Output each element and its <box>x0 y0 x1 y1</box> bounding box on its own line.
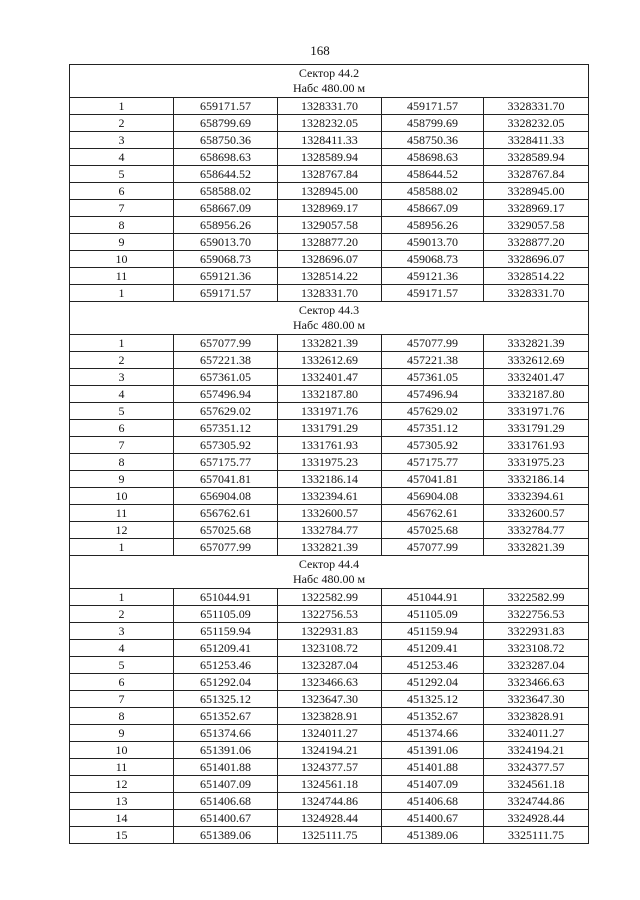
x-coordinate-cell: 657305.92 <box>174 437 278 454</box>
table-row <box>70 793 589 810</box>
y2-coordinate-cell: 3328331.70 <box>484 98 589 115</box>
x-coordinate-cell: 657221.38 <box>174 352 278 369</box>
point-number-cell: 14 <box>70 810 174 827</box>
point-number-cell: 5 <box>70 166 174 183</box>
sector-header <box>70 65 589 98</box>
point-number-cell: 6 <box>70 183 174 200</box>
x-coordinate-cell: 657361.05 <box>174 369 278 386</box>
x2-coordinate-cell: 457077.99 <box>382 335 484 352</box>
table-row <box>70 657 589 674</box>
y-coordinate-cell: 1328969.17 <box>278 200 382 217</box>
x-coordinate-cell: 658956.26 <box>174 217 278 234</box>
y2-coordinate-cell: 3331975.23 <box>484 454 589 471</box>
point-number-cell: 7 <box>70 200 174 217</box>
x-coordinate-cell: 656762.61 <box>174 505 278 522</box>
table-row <box>70 149 589 166</box>
point-number-cell: 9 <box>70 471 174 488</box>
y-coordinate-cell: 1328696.07 <box>278 251 382 268</box>
y-coordinate-cell: 1328514.22 <box>278 268 382 285</box>
y-coordinate-cell: 1324011.27 <box>278 725 382 742</box>
table-row <box>70 776 589 793</box>
x2-coordinate-cell: 451159.94 <box>382 623 484 640</box>
y-coordinate-cell: 1328232.05 <box>278 115 382 132</box>
y-coordinate-cell: 1328767.84 <box>278 166 382 183</box>
table-row <box>70 827 589 844</box>
point-number-cell: 11 <box>70 505 174 522</box>
table-row <box>70 488 589 505</box>
x2-coordinate-cell: 456762.61 <box>382 505 484 522</box>
y2-coordinate-cell: 3322931.83 <box>484 623 589 640</box>
table-row <box>70 285 589 302</box>
y-coordinate-cell: 1323828.91 <box>278 708 382 725</box>
x2-coordinate-cell: 458750.36 <box>382 132 484 149</box>
point-number-cell: 7 <box>70 691 174 708</box>
point-number-cell: 9 <box>70 234 174 251</box>
y-coordinate-cell: 1324928.44 <box>278 810 382 827</box>
point-number-cell: 8 <box>70 217 174 234</box>
y2-coordinate-cell: 3332821.39 <box>484 335 589 352</box>
x-coordinate-cell: 651325.12 <box>174 691 278 708</box>
point-number-cell: 1 <box>70 285 174 302</box>
y2-coordinate-cell: 3328969.17 <box>484 200 589 217</box>
point-number-cell: 5 <box>70 657 174 674</box>
table-row <box>70 386 589 403</box>
x-coordinate-cell: 658588.02 <box>174 183 278 200</box>
point-number-cell: 1 <box>70 98 174 115</box>
y2-coordinate-cell: 3322756.53 <box>484 606 589 623</box>
point-number-cell: 1 <box>70 335 174 352</box>
x-coordinate-cell: 658644.52 <box>174 166 278 183</box>
table-row <box>70 369 589 386</box>
x-coordinate-cell: 657175.77 <box>174 454 278 471</box>
point-number-cell: 8 <box>70 454 174 471</box>
y2-coordinate-cell: 3324744.86 <box>484 793 589 810</box>
y2-coordinate-cell: 3323466.63 <box>484 674 589 691</box>
x2-coordinate-cell: 458588.02 <box>382 183 484 200</box>
y-coordinate-cell: 1332821.39 <box>278 539 382 556</box>
y-coordinate-cell: 1328331.70 <box>278 98 382 115</box>
x-coordinate-cell: 659121.36 <box>174 268 278 285</box>
table-row <box>70 115 589 132</box>
x-coordinate-cell: 658667.09 <box>174 200 278 217</box>
y2-coordinate-cell: 3332186.14 <box>484 471 589 488</box>
x2-coordinate-cell: 457041.81 <box>382 471 484 488</box>
x2-coordinate-cell: 459068.73 <box>382 251 484 268</box>
y-coordinate-cell: 1324561.18 <box>278 776 382 793</box>
x-coordinate-cell: 651352.67 <box>174 708 278 725</box>
table-row <box>70 810 589 827</box>
x2-coordinate-cell: 458644.52 <box>382 166 484 183</box>
point-number-cell: 3 <box>70 369 174 386</box>
y2-coordinate-cell: 3328945.00 <box>484 183 589 200</box>
x-coordinate-cell: 657041.81 <box>174 471 278 488</box>
x2-coordinate-cell: 458956.26 <box>382 217 484 234</box>
y-coordinate-cell: 1324744.86 <box>278 793 382 810</box>
point-number-cell: 6 <box>70 420 174 437</box>
point-number-cell: 4 <box>70 386 174 403</box>
y2-coordinate-cell: 3329057.58 <box>484 217 589 234</box>
point-number-cell: 10 <box>70 488 174 505</box>
x2-coordinate-cell: 457496.94 <box>382 386 484 403</box>
table-row <box>70 640 589 657</box>
y-coordinate-cell: 1332401.47 <box>278 369 382 386</box>
point-number-cell: 12 <box>70 522 174 539</box>
x-coordinate-cell: 657496.94 <box>174 386 278 403</box>
table-row <box>70 403 589 420</box>
x2-coordinate-cell: 459171.57 <box>382 285 484 302</box>
x-coordinate-cell: 657351.12 <box>174 420 278 437</box>
y-coordinate-cell: 1323287.04 <box>278 657 382 674</box>
y2-coordinate-cell: 3331791.29 <box>484 420 589 437</box>
x2-coordinate-cell: 451209.41 <box>382 640 484 657</box>
y-coordinate-cell: 1331975.23 <box>278 454 382 471</box>
y-coordinate-cell: 1328589.94 <box>278 149 382 166</box>
x2-coordinate-cell: 458667.09 <box>382 200 484 217</box>
x-coordinate-cell: 659013.70 <box>174 234 278 251</box>
point-number-cell: 2 <box>70 606 174 623</box>
x-coordinate-cell: 657025.68 <box>174 522 278 539</box>
x2-coordinate-cell: 451374.66 <box>382 725 484 742</box>
point-number-cell: 1 <box>70 589 174 606</box>
y2-coordinate-cell: 3328696.07 <box>484 251 589 268</box>
y-coordinate-cell: 1325111.75 <box>278 827 382 844</box>
x2-coordinate-cell: 458799.69 <box>382 115 484 132</box>
table-row <box>70 437 589 454</box>
point-number-cell: 3 <box>70 132 174 149</box>
sector-elevation: Набс 480.00 м <box>293 572 366 586</box>
point-number-cell: 11 <box>70 268 174 285</box>
table-row <box>70 606 589 623</box>
y2-coordinate-cell: 3323828.91 <box>484 708 589 725</box>
point-number-cell: 2 <box>70 352 174 369</box>
x-coordinate-cell: 651159.94 <box>174 623 278 640</box>
sector-header <box>70 556 589 589</box>
y2-coordinate-cell: 3324928.44 <box>484 810 589 827</box>
y-coordinate-cell: 1328411.33 <box>278 132 382 149</box>
x2-coordinate-cell: 451352.67 <box>382 708 484 725</box>
table-row <box>70 539 589 556</box>
x-coordinate-cell: 651406.68 <box>174 793 278 810</box>
x2-coordinate-cell: 459171.57 <box>382 98 484 115</box>
coordinates-table-body <box>70 65 589 844</box>
point-number-cell: 10 <box>70 251 174 268</box>
y2-coordinate-cell: 3332784.77 <box>484 522 589 539</box>
y-coordinate-cell: 1332187.80 <box>278 386 382 403</box>
x2-coordinate-cell: 451401.88 <box>382 759 484 776</box>
x-coordinate-cell: 651391.06 <box>174 742 278 759</box>
y-coordinate-cell: 1323466.63 <box>278 674 382 691</box>
y2-coordinate-cell: 3328877.20 <box>484 234 589 251</box>
sector-header <box>70 302 589 335</box>
sector-header-row <box>70 556 589 589</box>
table-row <box>70 759 589 776</box>
x2-coordinate-cell: 457025.68 <box>382 522 484 539</box>
table-row <box>70 268 589 285</box>
point-number-cell: 2 <box>70 115 174 132</box>
point-number-cell: 1 <box>70 539 174 556</box>
x-coordinate-cell: 651292.04 <box>174 674 278 691</box>
table-row <box>70 98 589 115</box>
point-number-cell: 10 <box>70 742 174 759</box>
table-row <box>70 251 589 268</box>
table-row <box>70 217 589 234</box>
point-number-cell: 4 <box>70 149 174 166</box>
y-coordinate-cell: 1328331.70 <box>278 285 382 302</box>
y-coordinate-cell: 1331761.93 <box>278 437 382 454</box>
x2-coordinate-cell: 451407.09 <box>382 776 484 793</box>
y-coordinate-cell: 1323647.30 <box>278 691 382 708</box>
x2-coordinate-cell: 456904.08 <box>382 488 484 505</box>
sector-title: Сектор 44.4 <box>298 557 360 571</box>
y-coordinate-cell: 1322582.99 <box>278 589 382 606</box>
x-coordinate-cell: 658698.63 <box>174 149 278 166</box>
y2-coordinate-cell: 3323108.72 <box>484 640 589 657</box>
y2-coordinate-cell: 3324011.27 <box>484 725 589 742</box>
y2-coordinate-cell: 3332821.39 <box>484 539 589 556</box>
x-coordinate-cell: 658799.69 <box>174 115 278 132</box>
sector-header-row <box>70 65 589 98</box>
point-number-cell: 11 <box>70 759 174 776</box>
sector-title: Сектор 44.2 <box>298 66 360 80</box>
table-row <box>70 183 589 200</box>
point-number-cell: 9 <box>70 725 174 742</box>
x-coordinate-cell: 657629.02 <box>174 403 278 420</box>
y2-coordinate-cell: 3331971.76 <box>484 403 589 420</box>
y-coordinate-cell: 1322756.53 <box>278 606 382 623</box>
table-row <box>70 742 589 759</box>
table-row <box>70 708 589 725</box>
x-coordinate-cell: 651253.46 <box>174 657 278 674</box>
point-number-cell: 7 <box>70 437 174 454</box>
y-coordinate-cell: 1324194.21 <box>278 742 382 759</box>
y-coordinate-cell: 1332394.61 <box>278 488 382 505</box>
y-coordinate-cell: 1332600.57 <box>278 505 382 522</box>
y-coordinate-cell: 1331791.29 <box>278 420 382 437</box>
y2-coordinate-cell: 3324561.18 <box>484 776 589 793</box>
x2-coordinate-cell: 457361.05 <box>382 369 484 386</box>
x-coordinate-cell: 651401.88 <box>174 759 278 776</box>
sector-elevation: Набс 480.00 м <box>293 81 366 95</box>
y-coordinate-cell: 1322931.83 <box>278 623 382 640</box>
table-row <box>70 166 589 183</box>
sector-elevation: Набс 480.00 м <box>293 318 366 332</box>
x2-coordinate-cell: 457629.02 <box>382 403 484 420</box>
sector-title: Сектор 44.3 <box>298 303 360 317</box>
x2-coordinate-cell: 451325.12 <box>382 691 484 708</box>
y-coordinate-cell: 1332186.14 <box>278 471 382 488</box>
x2-coordinate-cell: 451253.46 <box>382 657 484 674</box>
table-row <box>70 234 589 251</box>
x-coordinate-cell: 658750.36 <box>174 132 278 149</box>
point-number-cell: 12 <box>70 776 174 793</box>
y2-coordinate-cell: 3331761.93 <box>484 437 589 454</box>
y2-coordinate-cell: 3332187.80 <box>484 386 589 403</box>
x-coordinate-cell: 659068.73 <box>174 251 278 268</box>
x-coordinate-cell: 651209.41 <box>174 640 278 657</box>
x2-coordinate-cell: 451105.09 <box>382 606 484 623</box>
y2-coordinate-cell: 3328589.94 <box>484 149 589 166</box>
table-row <box>70 200 589 217</box>
point-number-cell: 8 <box>70 708 174 725</box>
y-coordinate-cell: 1332784.77 <box>278 522 382 539</box>
y2-coordinate-cell: 3328514.22 <box>484 268 589 285</box>
table-row <box>70 674 589 691</box>
x-coordinate-cell: 656904.08 <box>174 488 278 505</box>
x2-coordinate-cell: 457351.12 <box>382 420 484 437</box>
table-row <box>70 335 589 352</box>
x2-coordinate-cell: 451389.06 <box>382 827 484 844</box>
y2-coordinate-cell: 3328767.84 <box>484 166 589 183</box>
x-coordinate-cell: 651374.66 <box>174 725 278 742</box>
y2-coordinate-cell: 3328331.70 <box>484 285 589 302</box>
y-coordinate-cell: 1332821.39 <box>278 335 382 352</box>
table-row <box>70 352 589 369</box>
page-number: 168 <box>310 43 330 58</box>
table-row <box>70 522 589 539</box>
table-row <box>70 623 589 640</box>
y-coordinate-cell: 1323108.72 <box>278 640 382 657</box>
coordinates-table <box>69 64 589 844</box>
x2-coordinate-cell: 458698.63 <box>382 149 484 166</box>
sector-header-row <box>70 302 589 335</box>
y2-coordinate-cell: 3325111.75 <box>484 827 589 844</box>
y-coordinate-cell: 1324377.57 <box>278 759 382 776</box>
y2-coordinate-cell: 3332401.47 <box>484 369 589 386</box>
x2-coordinate-cell: 451292.04 <box>382 674 484 691</box>
table-row <box>70 420 589 437</box>
x-coordinate-cell: 659171.57 <box>174 98 278 115</box>
x-coordinate-cell: 651105.09 <box>174 606 278 623</box>
point-number-cell: 4 <box>70 640 174 657</box>
x2-coordinate-cell: 459121.36 <box>382 268 484 285</box>
y2-coordinate-cell: 3328232.05 <box>484 115 589 132</box>
y-coordinate-cell: 1328945.00 <box>278 183 382 200</box>
y2-coordinate-cell: 3322582.99 <box>484 589 589 606</box>
x-coordinate-cell: 659171.57 <box>174 285 278 302</box>
x-coordinate-cell: 651407.09 <box>174 776 278 793</box>
y2-coordinate-cell: 3324377.57 <box>484 759 589 776</box>
x2-coordinate-cell: 451044.91 <box>382 589 484 606</box>
y-coordinate-cell: 1331971.76 <box>278 403 382 420</box>
table-row <box>70 691 589 708</box>
x-coordinate-cell: 651389.06 <box>174 827 278 844</box>
y-coordinate-cell: 1332612.69 <box>278 352 382 369</box>
x2-coordinate-cell: 457077.99 <box>382 539 484 556</box>
y2-coordinate-cell: 3324194.21 <box>484 742 589 759</box>
table-row <box>70 505 589 522</box>
y-coordinate-cell: 1328877.20 <box>278 234 382 251</box>
table-row <box>70 471 589 488</box>
point-number-cell: 3 <box>70 623 174 640</box>
x2-coordinate-cell: 457221.38 <box>382 352 484 369</box>
x-coordinate-cell: 651044.91 <box>174 589 278 606</box>
x2-coordinate-cell: 451400.67 <box>382 810 484 827</box>
point-number-cell: 15 <box>70 827 174 844</box>
point-number-cell: 13 <box>70 793 174 810</box>
x2-coordinate-cell: 451406.68 <box>382 793 484 810</box>
y2-coordinate-cell: 3332394.61 <box>484 488 589 505</box>
point-number-cell: 5 <box>70 403 174 420</box>
y2-coordinate-cell: 3332600.57 <box>484 505 589 522</box>
table-row <box>70 454 589 471</box>
y2-coordinate-cell: 3328411.33 <box>484 132 589 149</box>
x-coordinate-cell: 657077.99 <box>174 539 278 556</box>
y2-coordinate-cell: 3323287.04 <box>484 657 589 674</box>
table-row <box>70 725 589 742</box>
x-coordinate-cell: 651400.67 <box>174 810 278 827</box>
y-coordinate-cell: 1329057.58 <box>278 217 382 234</box>
y2-coordinate-cell: 3332612.69 <box>484 352 589 369</box>
x2-coordinate-cell: 451391.06 <box>382 742 484 759</box>
table-row <box>70 589 589 606</box>
point-number-cell: 6 <box>70 674 174 691</box>
table-row <box>70 132 589 149</box>
y2-coordinate-cell: 3323647.30 <box>484 691 589 708</box>
x-coordinate-cell: 657077.99 <box>174 335 278 352</box>
x2-coordinate-cell: 459013.70 <box>382 234 484 251</box>
x2-coordinate-cell: 457305.92 <box>382 437 484 454</box>
x2-coordinate-cell: 457175.77 <box>382 454 484 471</box>
